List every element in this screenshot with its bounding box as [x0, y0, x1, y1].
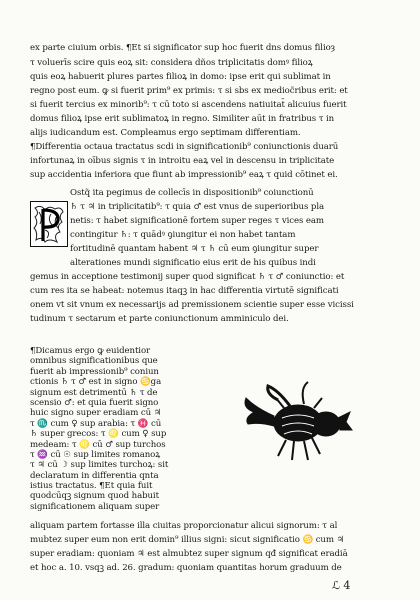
text-line: ¶Differentia octaua tractatus scdi in significationib⁹ coniunctionis duarū — [30, 142, 339, 152]
text-line: netis: τ habet significationē fortem super reges τ vices eam — [70, 216, 324, 226]
text-line: alijs iudicandum est. Compleamus ergo septimam differentiam. — [30, 128, 301, 138]
text-line: ctionis ♄ τ ♂ est in signo ♋ga — [30, 377, 162, 388]
text-line: aliquam partem fortasse illa ciuitas proporcionatur alicui signorum: τ al — [30, 521, 338, 531]
text-line: ex parte ciuium orbis. ¶Et si significator sup hoc fuerit dns domus filioȝ — [30, 43, 336, 53]
text-line: τ voluerīs scire quis eoꝝ sit: considera dños triplicitatis domꝰ filioꝝ — [30, 58, 313, 68]
text-line: et hoc a. 10. vsqꝫ ad. 26. gradum: quoniam quantitas horum graduum de — [30, 563, 342, 573]
text-line: quis eoꝝ habuerit plures partes filioꝝ in domo: ipse erit qui sublimat in — [30, 72, 331, 82]
text-line: contingitur ♄: τ quādꝰ ꝯiungitur ei non habet tantam — [70, 230, 296, 240]
text-line: Ostq̃ ita pegimus de collecīs in dispositionib⁹ coiunctionū — [70, 188, 314, 198]
text-line: ♄ τ ♃ in triplicitatib⁹: τ quia ♂ est vnus de superioribus pla — [70, 202, 324, 212]
text-line: infortunaꝝ in oībus signis τ in introitu eaꝝ vel in descensu in triplicitate — [30, 156, 335, 166]
text-line: significationem aliquam super — [30, 501, 160, 512]
text-line: quodcūqꝫ signum quod habuit — [30, 491, 159, 502]
text-line: omnibus significationibus que — [30, 356, 158, 367]
text-line: signum est detrimentū ♄ τ de — [30, 387, 158, 398]
text-line: τ ♒ cū ☉ sup limites romanoꝝ — [30, 449, 161, 460]
text-line: declaratum in differentia qnta — [30, 470, 159, 481]
text-line: si fuerit tercius ex minorib⁹: τ cū toto si ascendens natiuitat̄ alicuius fuerit — [30, 100, 347, 110]
text-line: τ ♏ cum ♀ sup arabia: τ ♓ cū — [30, 418, 162, 429]
text-line: cum res ita se habeat: notemus itaqꝫ in hac differentia virtutē significati — [30, 286, 339, 296]
text-line: super eradiam: quoniam ♃ est almubtez super signum qđ significat eradiā — [30, 549, 348, 559]
text-line: ¶Dicamus ergo ꝙ euidentior — [30, 346, 151, 356]
text-line: istius tractatus. ¶Et quia fuit — [30, 481, 153, 492]
text-line: tudinum τ sectarum et parte coniunctionum amminiculo dei. — [30, 314, 289, 324]
text-line: huic signo super eradiam cū ♃ — [30, 408, 162, 419]
text-line: gemus in acceptione testimonij super quod significat ♄ τ ♂ coniunctio: et — [30, 272, 345, 282]
text-line: fuerit ab impressionib⁹ coniun — [30, 366, 159, 377]
decorated-initial-p — [30, 201, 68, 247]
text-line: onem vt sit vnum ex necessarijs ad premissionem scientie super esse vicissi — [30, 300, 354, 310]
text-line: mubtez super eum non erit domin⁹ illius signi: sicut significatio ♋ cum ♃ — [30, 535, 345, 545]
left-column — [30, 346, 196, 512]
text-line: regno post eum. ꝙ si fuerit prim⁹ ex primis: τ si sbs ex medioc̃ribus erit: et — [30, 86, 348, 96]
lobster-woodcut — [238, 378, 358, 468]
text-line: domus filioꝝ ipse erit sublimatoꝝ in regno. Similiter aūt in fratribus τ in — [30, 114, 335, 124]
text-line: fortitudinē quantam habent ♃ τ ♄ cū eum ꝯiungitur super — [70, 244, 319, 254]
text-line: scensio ♂: et quia fuerit signo — [30, 397, 159, 408]
text-line: sup accidentia inferiora que fiunt ab impressionib⁹ eaꝝ τ quid cōtinet ei. — [30, 170, 338, 180]
signature-mark: ℒ 4 — [332, 579, 351, 592]
text-line: alterationes mundi significatio eius erit de his quibus indi — [70, 258, 316, 268]
text-line: ♄ super grecos: τ ♌ cum ♀ sup — [30, 429, 167, 440]
text-line: τ ♃ cū ☽ sup limites turchoꝝ: sit — [30, 460, 169, 471]
text-line: medeam: τ ♌ cū ♂ sup turchos — [30, 439, 166, 450]
